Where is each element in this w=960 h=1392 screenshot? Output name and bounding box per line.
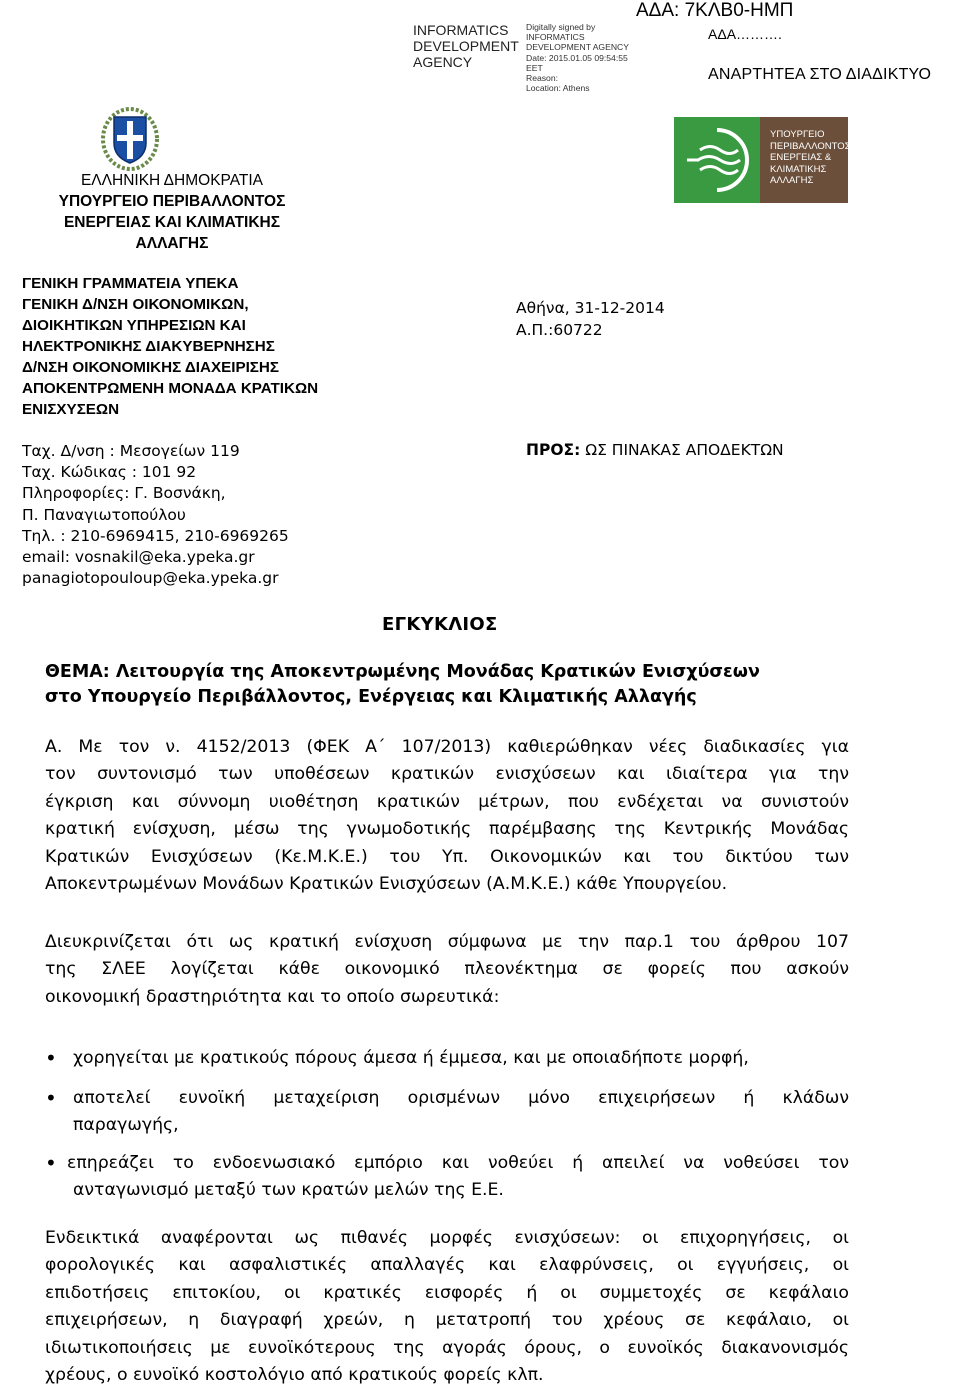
bullet-icon: • xyxy=(45,1046,57,1070)
signature-details xyxy=(526,22,644,93)
signature-location: Location: Athens xyxy=(526,83,590,94)
ministry-logo-text: ΥΠΟΥΡΓΕΙΟ ΠΕΡΙΒΑΛΛΟΝΤΟΣ ΕΝΕΡΓΕΙΑΣ & ΚΛΙΜΑΤΙΚΗΣ ΑΛΛΑΓΗΣ xyxy=(760,117,848,203)
contact-block: Ταχ. Δ/νση : Μεσογείων 119 Ταχ. Κώδικας : 101 92 Πληροφορίες: Γ. Βοσνάκη, Π. Παναγιωτοπούλου Τηλ. : 210-6969415, 210-6969265 email: vosnakil@eka.ypeka.gr panagiotopouloup@eka.ypeka.gr xyxy=(22,442,289,588)
document-type: ΕΓΚΥΚΛΙΟΣ xyxy=(382,614,498,635)
bullet-icon: • xyxy=(45,1086,57,1110)
subject-line1: ΘΕΜΑ: Λειτουργία της Αποκεντρωμένης Μονάδας Κρατικών Ενισχύσεων xyxy=(45,662,760,682)
paragraph-2: Διευκρινίζεται ότι ως κρατική ενίσχυση σύμφωνα με την παρ.1 του άρθρου 107 της ΣΛΕΕ λογίζεται κάθε οικονομικό πλεονέκτημα σε φορείς που ασκούν οικονομική δραστηριότητα και το οποίο σωρευτικά: xyxy=(45,932,849,1007)
signature-reason: Reason: xyxy=(526,73,559,84)
subject xyxy=(45,660,915,710)
ada-code: ΑΔΑ: 7ΚΛΒ0-ΗΜΠ xyxy=(636,0,794,21)
protocol-number: Α.Π.:60722 xyxy=(516,321,603,339)
document-date: Αθήνα, 31-12-2014 xyxy=(516,299,665,317)
date-protocol-block xyxy=(516,297,665,341)
recipients-value: ΩΣ ΠΙΝΑΚΑΣ ΑΠΟΔΕΚΤΩΝ xyxy=(585,441,784,459)
republic-name: ΕΛΛΗΝΙΚΗ ΔΗΜΟΚΡΑΤΙΑ xyxy=(80,172,264,189)
signature-signer: INFORMATICS DEVELOPMENT AGENCY xyxy=(413,22,519,70)
paragraph-3: Ενδεικτικά αναφέρονται ως πιθανές μορφές ενισχύσεων: οι επιχορηγήσεις, οι φορολογικές και ασφαλιστικές απαλλαγές και ελαφρύνσεις, οι εγγυήσεις, οι επιδοτήσεις επιτοκίου, οι κρατικές εισφορές ή οι συμμετοχές σε κεφάλαιο επιχειρήσεων, η διαγραφή χρεών, η μετατροπή του χρέους σε κεφάλαιο, οι ιδιωτικοποιήσεις με ευνοϊκότερους της αγοράς όρους, ο ευνοϊκός διακανονισμός χρέους, ο ευνοϊκό κοστολόγιο από κρατικούς φορείς κλπ. xyxy=(45,1228,849,1386)
paragraph-1: Α. Με τον ν. 4152/2013 (ΦΕΚ Α΄ 107/2013) καθιερώθηκαν νέες διαδικασίες για τον συντονισμό των υποθέσεων κρατικών ενισχύσεων και ιδιαίτερα για την έγκριση και σύννομη υιοθέτηση κρατικών μέτρων, που ενδέχεται να συνιστούν κρατική ενίσχυση, μέσω της γνωμοδοτικής παρέμβασης της Κεντρικής Μονάδας Κρατικών Ενισχύσεων (Κε.Μ.Κ.Ε.) του Υπ. Οικονομικών και του δικτύου των Αποκεντρωμένων Μονάδων Κρατικών Ενισχύσεων (Α.Μ.Κ.Ε.) κάθε Υπουργείου. xyxy=(45,737,849,895)
subject-line2: στο Υπουργείο Περιβάλλοντος, Ενέργειας και Κλιματικής Αλλαγής xyxy=(45,687,697,707)
bullet-icon: • xyxy=(45,1151,57,1175)
ministry-name-line3: ΑΛΛΑΓΗΣ xyxy=(135,235,209,252)
signature-signed-by: Digitally signed by INFORMATICS DEVELOPMENT AGENCY xyxy=(526,22,629,53)
ministry-logo-mark-icon xyxy=(674,117,760,203)
ministry-name-line1: ΥΠΟΥΡΓΕΙΟ ΠΕΡΙΒΑΛΛΟΝΤΟΣ xyxy=(58,193,286,210)
ada-placeholder: ΑΔΑ………. xyxy=(708,26,782,42)
ministry-name-line2: ΕΝΕΡΓΕΙΑΣ ΚΑΙ ΚΛΙΜΑΤΙΚΗΣ xyxy=(63,214,281,231)
recipients xyxy=(526,441,784,459)
issuer-header xyxy=(22,170,322,254)
greek-emblem-icon xyxy=(100,103,160,171)
ministry-logo xyxy=(674,117,851,203)
recipients-label: ΠΡΟΣ: xyxy=(526,441,581,459)
posting-note: ΑΝΑΡΤΗΤΕΑ ΣΤΟ ΔΙΑΔΙΚΤΥΟ xyxy=(708,66,932,83)
signature-date: Date: 2015.01.05 09:54:55 EET xyxy=(526,52,628,73)
department-block: ΓΕΝΙΚΗ ΓΡΑΜΜΑΤΕΙΑ ΥΠΕΚΑ ΓΕΝΙΚΗ Δ/ΝΣΗ ΟΙΚΟΝΟΜΙΚΩΝ, ΔΙΟΙΚΗΤΙΚΩΝ ΥΠΗΡΕΣΙΩΝ ΚΑΙ ΗΛΕΚΤΡΟΝΙΚΗΣ ΔΙΑΚΥΒΕΡΝΗΣΗΣ Δ/ΝΣΗ ΟΙΚΟΝΟΜΙΚΗΣ ΔΙΑΧΕΙΡΙΣΗΣ ΑΠΟΚΕΝΤΡΩΜΕΝΗ ΜΟΝΑΔΑ ΚΡΑΤΙΚΩΝ ΕΝΙΣΧΥΣΕΩΝ xyxy=(22,275,319,418)
